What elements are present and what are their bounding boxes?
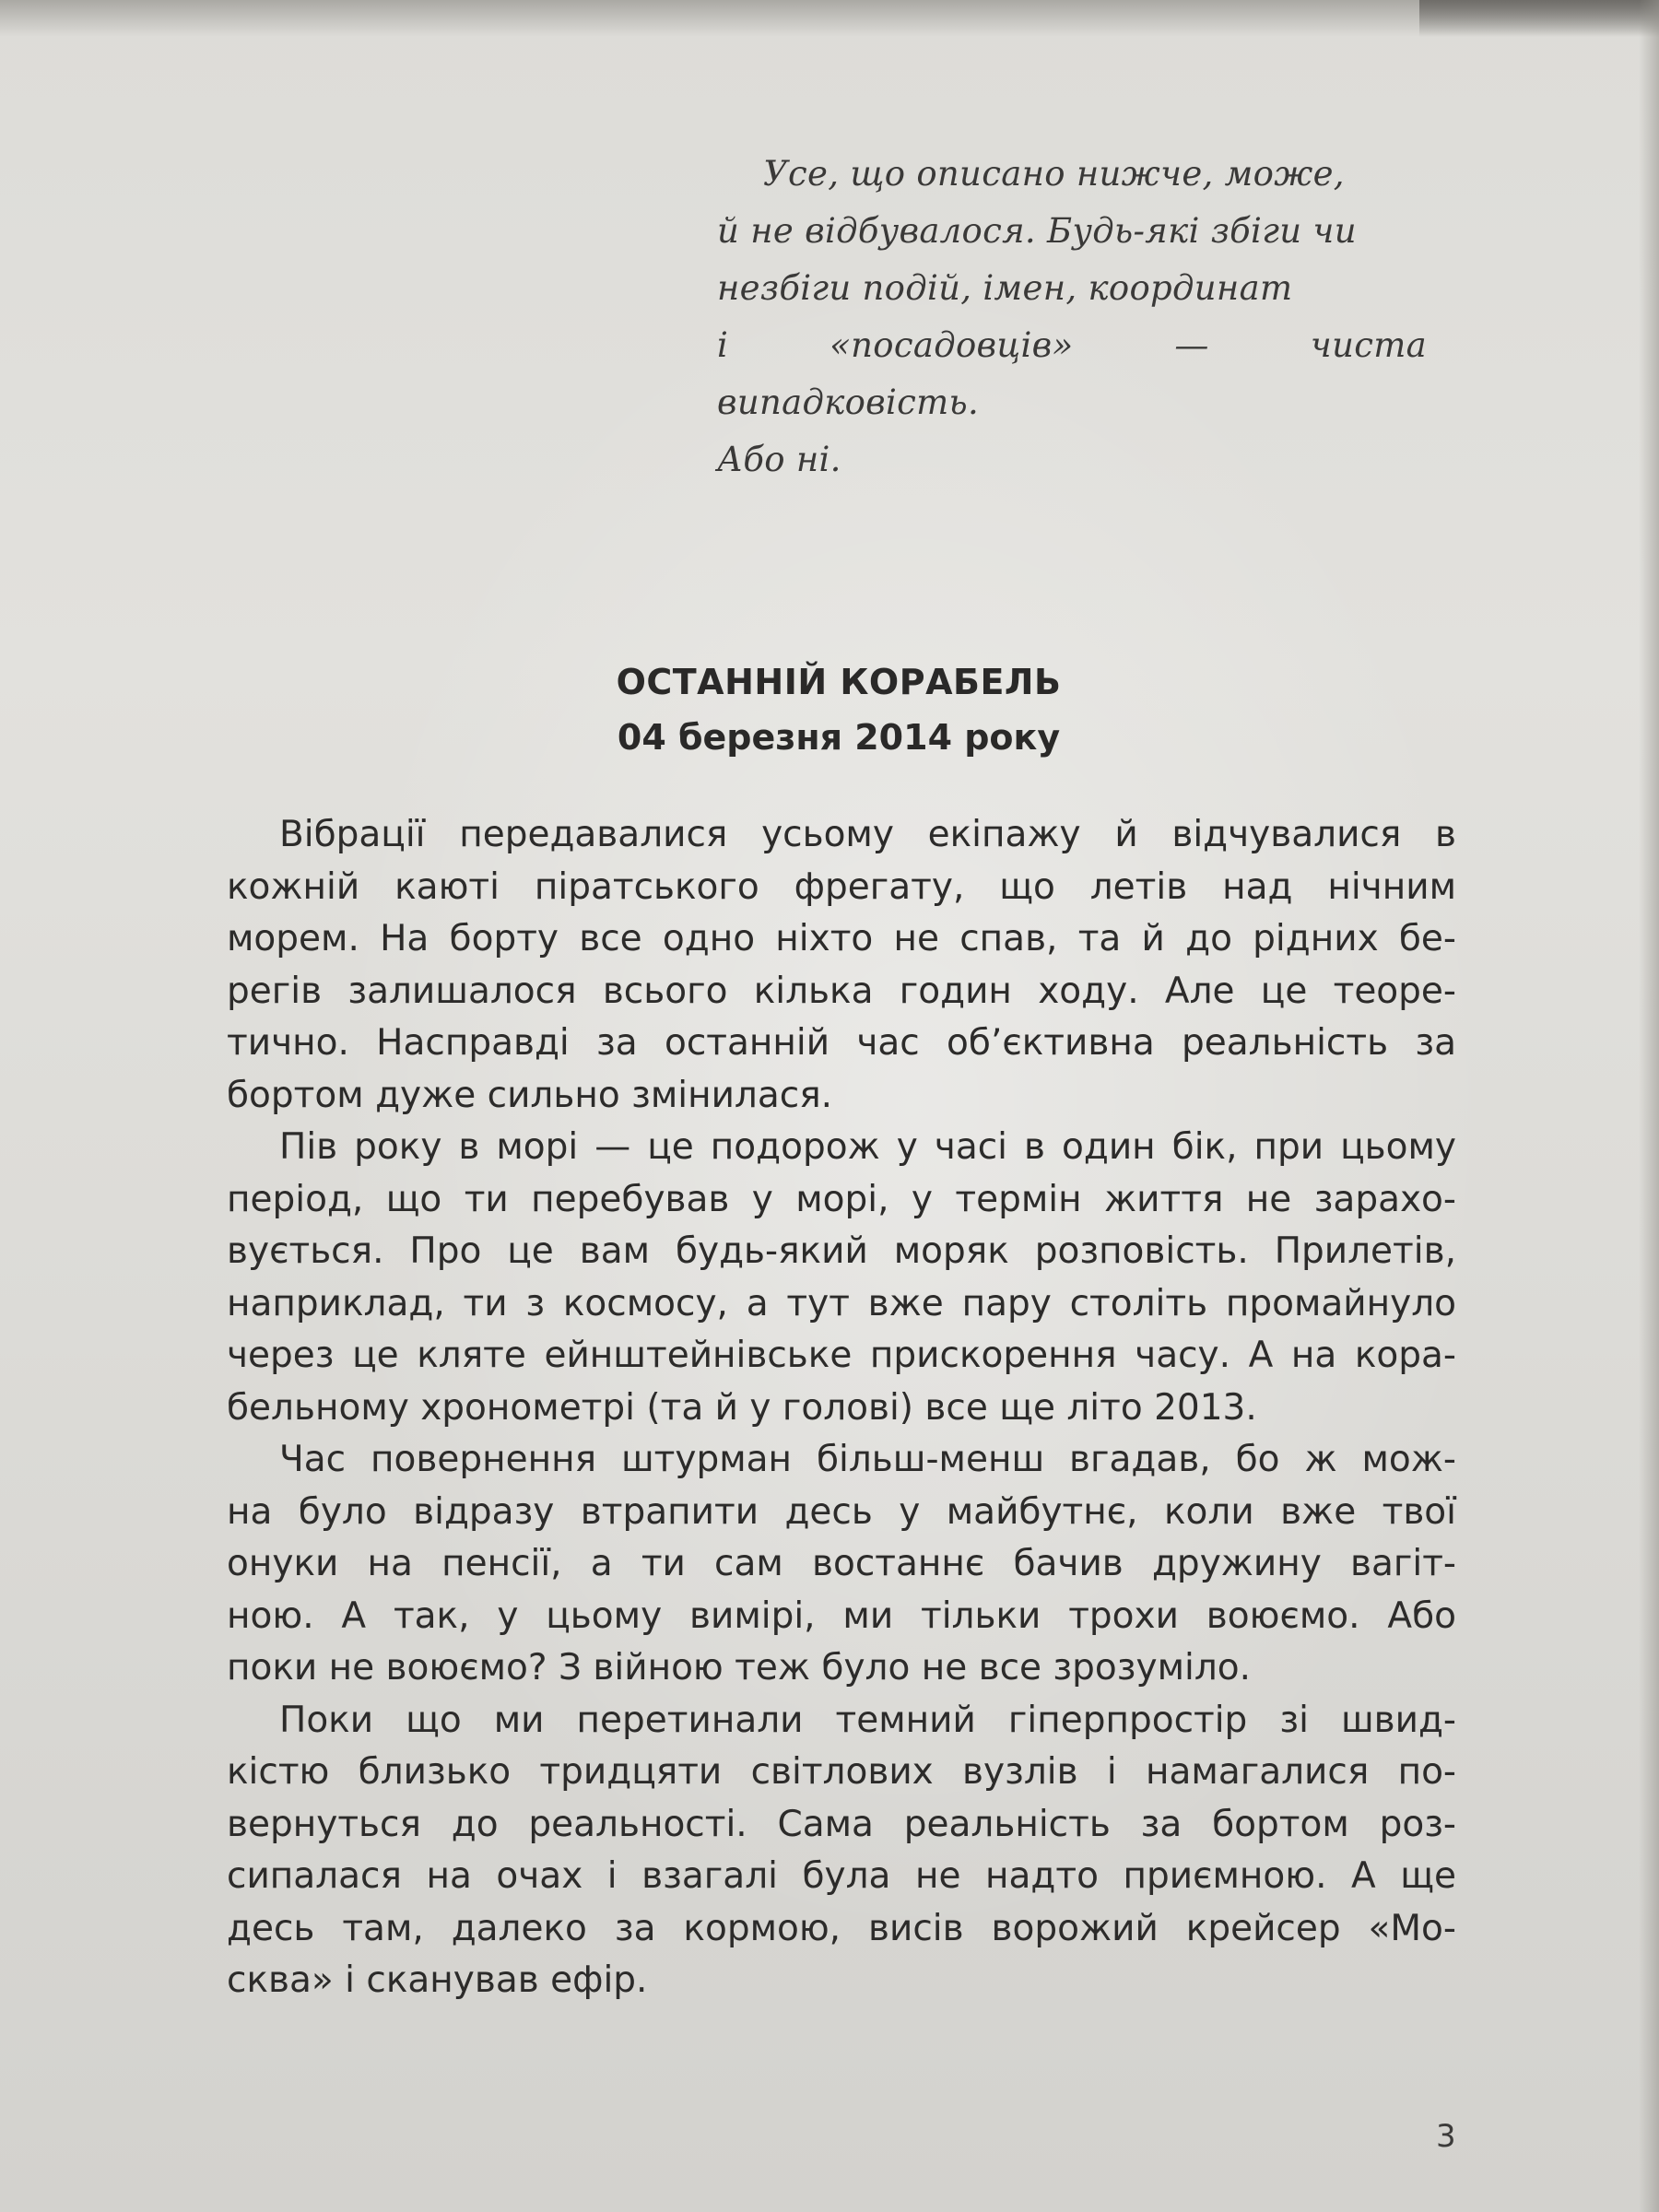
body-line: морем. На борту все одно ніхто не спав, та й до рідних бе- xyxy=(227,918,1456,959)
body-line: Поки що ми перетинали темний гіперпростір зі швид- xyxy=(279,1699,1456,1741)
body-line: кожній каюті піратського фрегату, що летів над нічним xyxy=(227,865,1456,908)
body-line: вернуться до реальності. Сама реальність за бортом роз- xyxy=(227,1803,1456,1845)
body-line: Пів року в морі — це подорож у часі в один бік, при цьому xyxy=(279,1126,1456,1168)
chapter-title: ОСТАННІЙ КОРАБЕЛЬ xyxy=(616,662,1062,702)
body-line: кістю близько тридцяти світлових вузлів і намагалися по- xyxy=(227,1751,1456,1793)
body-line: через це кляте ейнштейнівське прискорення часу. А на кора- xyxy=(227,1335,1456,1376)
body-line: сква» і сканував ефір. xyxy=(227,1959,648,2001)
epigraph-line: і «посадовців» — чиста випадковість. xyxy=(717,325,1427,422)
body-line: бортом дуже сильно змінилася. xyxy=(227,1074,833,1116)
epigraph-line: незбіги подій, імен, координат xyxy=(717,268,1293,308)
body-line: поки не воюємо? З війною теж було не все зрозуміло. xyxy=(227,1647,1252,1688)
epigraph-line: Усе, що описано нижче, може, xyxy=(763,154,1345,194)
body-line: сипалася на очах і взагалі була не надто приємною. А ще xyxy=(227,1855,1456,1897)
body-line: період, що ти перебував у морі, у термін життя не зарахо- xyxy=(227,1178,1456,1220)
body-line: онуки на пенсії, а ти сам востаннє бачив дружину вагіт- xyxy=(227,1543,1456,1584)
body-line: регів залишалося всього кілька годин ходу. Але це теоре- xyxy=(227,970,1456,1012)
epigraph-line: Або ні. xyxy=(717,440,841,479)
top-shadow xyxy=(0,0,1659,37)
body-line: наприклад, ти з космосу, а тут вже пару століть промайнуло xyxy=(227,1282,1456,1324)
body-line: бельному хронометрі (та й у голові) все ще літо 2013. xyxy=(227,1386,1257,1429)
body-line: тично. Насправді за останній час об’єктивна реальність за xyxy=(227,1022,1456,1064)
body-line: на було відразу втрапити десь у майбутнє, коли вже твої xyxy=(227,1490,1456,1533)
page-edge xyxy=(1639,0,1659,2212)
chapter-date: 04 березня 2014 року xyxy=(617,717,1061,758)
epigraph-line: й не відбувалося. Будь-які збіги чи xyxy=(717,211,1357,251)
body-line: десь там, далеко за кормою, висів ворожий крейсер «Мо- xyxy=(227,1907,1456,1949)
body-line: Вібрації передавалися усьому екіпажу й відчувалися в xyxy=(279,814,1456,855)
body-line: вується. Про це вам будь-який моряк розповість. Прилетів, xyxy=(227,1230,1456,1272)
page-number: 3 xyxy=(1436,2118,1456,2155)
corner-shadow xyxy=(1419,0,1659,37)
body-text xyxy=(227,809,1456,2007)
body-line: Час повернення штурман більш-менш вгадав, бо ж мож- xyxy=(279,1439,1456,1480)
body-line: ною. А так, у цьому вимірі, ми тільки трохи воюємо. Або xyxy=(227,1594,1456,1637)
epigraph xyxy=(717,146,1427,488)
